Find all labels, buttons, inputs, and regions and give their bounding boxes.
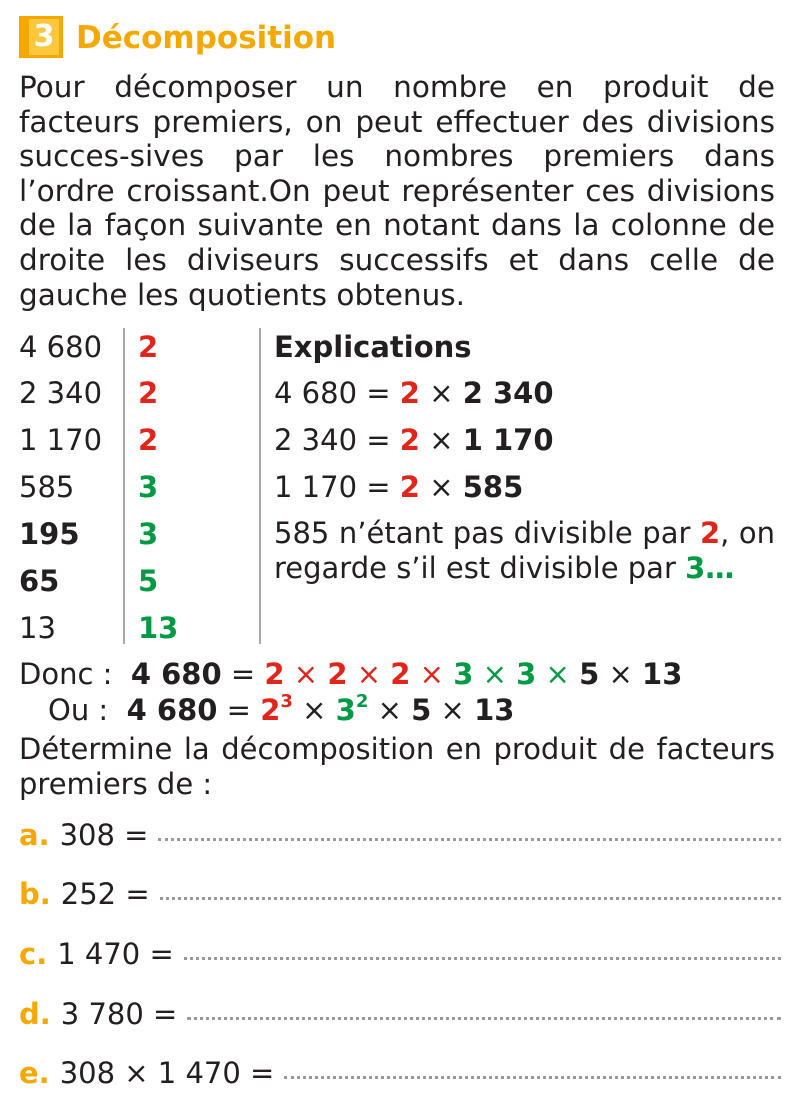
answer-line[interactable] [160,897,781,900]
question-letter: c. [19,937,48,971]
explanation-line [274,469,523,505]
times-sign: × [440,693,465,727]
quotient-cell: 2 340 [19,376,103,410]
divisor-cell: 5 [138,564,159,598]
times-sign: × [419,657,444,691]
answer-line[interactable] [284,1076,781,1079]
divisor-cell: 2 [138,423,159,457]
explanation-factor-2: 2 [699,516,721,550]
donc-label: Donc : [19,657,113,691]
divisor-cell: 2 [138,330,159,364]
question-expression: 252 = [60,877,150,911]
question-expression: 1 470 = [57,937,174,971]
equals-sign: = [366,376,391,410]
equation-rhs: 585 [462,470,524,504]
answer-line[interactable] [184,957,781,960]
result-number: 4 680 [126,693,218,727]
answer-line[interactable] [187,1017,781,1020]
equation-lhs: 1 170 [274,470,358,504]
question-letter: e. [19,1056,50,1090]
divisor-cell: 2 [138,376,159,410]
times-sign: × [545,657,570,691]
result-number: 4 680 [130,657,222,691]
question-b [19,877,781,917]
question-expression: 308 = [59,818,149,852]
quotient-cell: 1 170 [19,423,103,457]
divisor-cell: 13 [138,611,179,645]
question-letter: d. [19,997,51,1031]
question-a [19,818,781,858]
times-sign: × [302,693,327,727]
result-line-donc [19,656,682,692]
equals-sign: = [230,657,256,691]
equation-rhs: 1 170 [462,423,554,457]
quotient-cell: 65 [19,564,60,598]
divisor-cell: 3 [138,517,159,551]
prime-factor: 5 [579,657,600,691]
equation-lhs: 4 680 [274,376,358,410]
explanations-heading: Explications [274,330,472,364]
prime-factor: 2 [264,657,285,691]
equals-sign: = [366,470,391,504]
times-sign: × [377,693,402,727]
question-c [19,937,781,977]
divisor-divider [123,328,125,644]
equals-sign: = [366,423,391,457]
question-letter: b. [19,877,51,911]
exercise-title: Décomposition [76,20,337,56]
quotient-cell: 195 [19,517,80,551]
quotient-cell: 585 [19,470,75,504]
equation-factor: 2 [399,423,420,457]
equation-rhs: 2 340 [462,376,554,410]
prime-factor: 5 [411,693,432,727]
times-sign: × [356,657,382,691]
result-line-ou [48,692,514,728]
quotient-cell: 13 [19,611,56,645]
prime-factor: 13 [642,657,683,691]
power-base-3: 3 [335,693,356,727]
power-base-2: 2 [260,693,281,727]
times-sign: × [429,376,454,410]
prime-factor: 2 [390,657,411,691]
equation-lhs: 2 340 [274,423,358,457]
explanation-line [274,422,554,458]
question-letter: a. [19,818,50,852]
exercise-number: 3 [29,19,59,55]
equals-sign: = [226,693,251,727]
prime-factor: 2 [327,657,348,691]
divisor-cell: 3 [138,470,159,504]
question-e [19,1056,781,1096]
times-sign: × [293,657,319,691]
answer-line[interactable] [158,838,781,841]
exercise-header [19,16,419,60]
prime-factor: 3 [453,657,474,691]
explanation-line [274,375,554,411]
times-sign: × [482,657,507,691]
exercise-number-badge [19,16,63,58]
explanation-divider [259,328,261,644]
prime-factor: 13 [474,693,515,727]
question-expression: 308 × 1 470 = [59,1056,275,1090]
power-exponent-3: 3 [280,691,293,712]
quotient-cell: 4 680 [19,330,103,364]
times-sign: × [429,470,454,504]
intro-paragraph: Pour décomposer un nombre en produit de facteurs premiers, on peut effectuer des divisions succes-sives par les nombres premiers dans l’ordre croissant.On peut représenter ces divisions de la façon suivante en notant dans la colonne de droite les diviseurs successifs et dans celle de gauche les quotients obtenus. [19,70,775,312]
prime-factor: 3 [516,657,537,691]
explanation-text: 585 n’étant pas divisible par [274,516,700,550]
explanation-factor-3: 3… [685,551,735,585]
question-d [19,997,781,1037]
question-expression: 3 780 = [60,997,178,1031]
explanation-paragraph [274,516,775,586]
power-exponent-2: 2 [355,691,369,712]
times-sign: × [608,657,633,691]
equation-factor: 2 [399,470,420,504]
ou-label: Ou : [48,693,109,727]
explanation-text: , on regarde s’il est divisible par [274,516,776,585]
task-instruction: Détermine la décomposition en produit de facteurs premiers de : [19,732,775,801]
equation-factor: 2 [399,376,420,410]
times-sign: × [429,423,454,457]
